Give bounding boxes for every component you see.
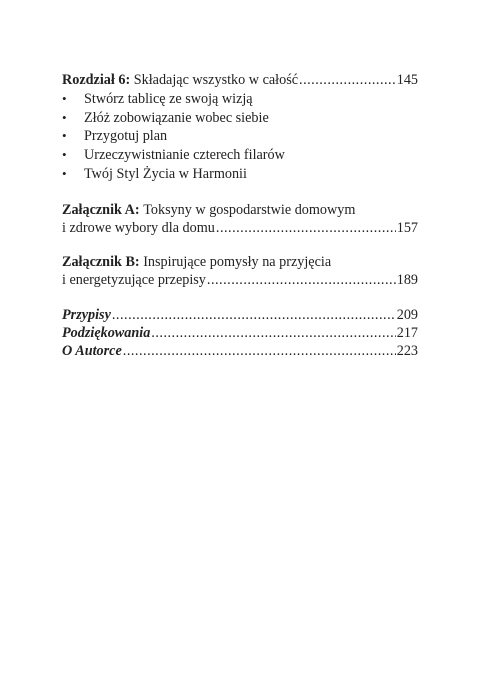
bullet-icon: • — [62, 109, 67, 125]
dot-leader — [112, 307, 396, 325]
page-number: 223 — [396, 342, 418, 359]
chapter-label: Rozdział 6: — [62, 72, 131, 88]
appendix-title-cont: i energetyzujące przepisy — [62, 272, 206, 289]
bullet-item — [62, 90, 418, 109]
bullet-item — [62, 146, 418, 165]
bullet-icon: • — [62, 147, 67, 163]
chapter-title: Składając wszystko w całość — [133, 72, 299, 88]
page-number: 217 — [396, 324, 418, 341]
bullet-item — [62, 127, 418, 146]
toc-entry-appendix-a-line1[interactable] — [62, 202, 418, 220]
bullet-text: Twój Styl Życia w Harmonii — [84, 165, 247, 182]
backmatter-label: Przypisy — [62, 306, 111, 323]
toc-entry-przypisy[interactable] — [62, 307, 418, 325]
appendix-label: Załącznik B: — [62, 254, 140, 271]
page-number: 145 — [396, 72, 418, 88]
toc-entry-chapter-6[interactable] — [62, 72, 418, 90]
bullet-item — [62, 109, 418, 128]
dot-leader — [151, 325, 395, 343]
toc-entry-appendix-b-line2[interactable] — [62, 272, 418, 290]
bullet-text: Urzeczywistnianie czterech filarów — [84, 147, 285, 164]
bullet-icon: • — [62, 165, 67, 181]
dot-leader — [123, 343, 396, 361]
toc-entry-appendix-b-line1[interactable] — [62, 254, 418, 272]
toc-entry-o-autorce[interactable] — [62, 343, 418, 361]
page-number: 189 — [396, 272, 418, 289]
bullet-item — [62, 165, 418, 184]
appendix-label: Załącznik A: — [62, 201, 140, 218]
backmatter-label: O Autorce — [62, 342, 122, 359]
page-number: 209 — [396, 306, 418, 323]
appendix-title: Toksyny w gospodarstwie domowym — [143, 201, 356, 218]
appendix-title: Inspirujące pomysły na przyjęcia — [143, 254, 332, 271]
dot-leader — [216, 220, 396, 238]
dot-leader — [207, 272, 396, 290]
bullet-icon: • — [62, 90, 67, 106]
toc-entry-appendix-a-line2[interactable] — [62, 220, 418, 238]
bullet-text: Przygotuj plan — [84, 128, 168, 145]
backmatter-label: Podziękowania — [62, 324, 151, 341]
bullet-text: Stwórz tablicę ze swoją wizją — [84, 90, 253, 107]
bullet-icon: • — [62, 128, 67, 144]
bullet-text: Złóż zobowiązanie wobec siebie — [84, 109, 269, 126]
dot-leader — [299, 72, 396, 90]
page-number: 157 — [396, 219, 418, 236]
appendix-title-cont: i zdrowe wybory dla domu — [62, 219, 215, 236]
table-of-contents — [62, 72, 418, 360]
toc-entry-podziekowania[interactable] — [62, 325, 418, 343]
